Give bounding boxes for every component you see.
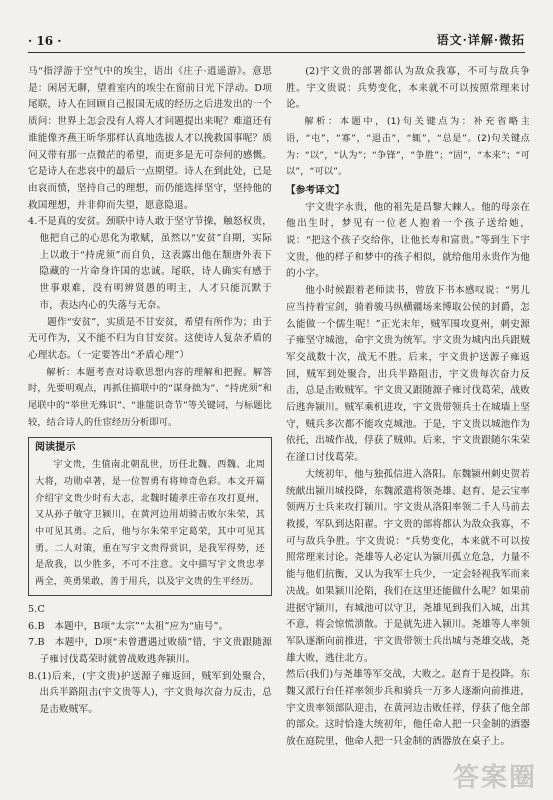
analysis-text-2: 解析：本题中，(1)句关键点为：补充省略主语，“屯”，“寡”，“退击”，“辄”，“总是”。(2)句关键点为：“以”，“认为”；“争锋”，“争胜”；“固”，“本来”；“可以”，“可以”。 — [286, 116, 530, 178]
answer-paragraph-continued: 马“指浮游于空气中的埃尘，语出《庄子·逍遥游》。意思是：闲居无聊，望着室内的埃尘在窗前日光下浮动。D项尾联，诗人在回顾自己报国无成的经历之后进发出的一个质问：世界上怎会没有人将人才问题提出来呢？难道还有谁能像齐燕王昕华那样认真地选拔人才以挽救国事呢？质问又带有那一点微茫的希望，而更多是无可奈何的感慨。它是诗人在悲哀中的最后一点期望。诗人在到此处，已是由哀而愤，坚持自己的理想，而仍能选择坚守，坚持他的救国理想，并非仰而失望，愿意隐退。 — [28, 66, 272, 211]
reading-tips-box — [28, 437, 272, 595]
page-number: · 16 · — [28, 34, 62, 48]
answer-item-8-part2: (2)宇文贵的部署都认为敌众我寡，不可与敌兵争胜。宇文贵说：兵势变化，本来就不可以按照常理来讨论。 — [286, 66, 530, 111]
answer-item-6: 6.B 本题中，B项“太宗”“太祖”应为“庙号”。 — [28, 620, 229, 632]
answer-item-4: 4.不是真的安贫。颈联中诗人敢于坚守节操，触怒权贵，他把自己的心思化为歌赋，虽然以“安贫”自期，实际上以敢于“持虎须”而自负，这表露出他在颓唐外表下隐藏的一片命身许国的忠诚。尾联，诗人确实有感于世事艰难，没有明辨贤愚的明主，人才只能沉默于市，表达内心的失落与无奈。 — [28, 216, 272, 311]
answer-item-4-note: 题作“安贫”，实质是不甘安贫，希望有所作为；由于无可作为，又不能不归为自甘安贫。这使诗人复杂矛盾的心理状态。（一定要答出“矛盾心理”） — [28, 316, 272, 361]
answer-item-8: 8.(1)后来，(宇文贵)护送源子雍返回，贼军到处聚合，出兵半路阻击(宇文贵等人)，宇文贵每次奋力反击，总是击败贼军。 — [28, 670, 272, 716]
answer-item-5: 5.C — [28, 603, 45, 615]
left-column — [28, 64, 272, 719]
right-column — [286, 64, 530, 751]
translation-title: 【参考译文】 — [286, 184, 345, 196]
reading-tips-text: 宇文贵，生值南北朝乱世，历任北魏、西魏、北周大将，功勋卓著，是一位智勇有将帅奇色彩。本文开篇介绍宇文贵少时有大志，北魏时随孝庄帝在攻打夏州，又从孙子敏守卫颍川，在黄河边用胡骑击败尔朱荣，其中可见其勇。之后，他与尔朱荣平定葛荣，其中可见其勇。二人对策，重在写宇文贵得赏识，是我军得势，还是敌我，以少胜多，不可不注意。文中描写宇文贵忠孝两全，英勇果敢，善于用兵，以及宇文贵的生平经历。 — [35, 459, 265, 588]
answer-item-7: 7.B 本题中，D项“未曾遭遇过败绩”错，宇文贵跟随源子雍讨伐葛荣时就曾战败逃奔颍川。 — [28, 637, 272, 665]
reading-tips-title: 阅读提示 — [35, 442, 76, 454]
translation-paragraph-2: 他小时候跟着老师读书，曾放下书本感叹说：“男儿应当持着宝剑，骑着骏马纵横疆场来博取公侯的封爵，怎么能做一个儒生呢！”正光末年，贼军围攻夏州，刺史源子雍坚守城池，命宇文贵为统军。宇文贵为城内出兵跟贼军交战数十次，战无不胜。后来，宇文贵护送源子雍返回，贼军到处聚合，出兵半路阻击，宇文贵每次奋力反击，总是击败贼军。宇文贵又跟随源子雍讨伐葛荣，战败后逃奔颍川。贼军乘机进攻，宇文贵带领兵士在城墙上坚守，贼兵多次都不能攻克城池。于是，宇文贵以城池作为依托，出城作战，俘获了贼帅。后来，宇文贵跟随尔朱荣在滏口讨伐葛荣。 — [286, 285, 530, 464]
translation-paragraph-1: 宇文贵字永贵，他的祖先是昌黎大棘人。他的母亲在他出生时，梦见有一位老人抱着一个孩子送给她，说：“把这个孩子交给你，让他长寿和富贵。”等到生下宇文贵，他的样子和梦中的孩子相似，就给他用永贵作为他的小字。 — [286, 201, 530, 280]
translation-paragraph-3: 大统初年，他与独孤信进入洛阳。东魏颍州刺史贺若统献出颍川城投降，东魏派遣将领尧雄、赵育、是云宝率领两万士兵来攻打颍川。宇文贵从洛阳率领二千人马前去救援，军队到达阳翟。宇文贵的部将都认为敌众我寡，不可与敌兵争胜。宇文贵说：“兵势变化，本来就不可以按照常理来讨论。尧雄等人必定认为颍川孤立危急，力量不能与他们抗衡，又认为我军士兵少，一定会轻视我军而来决战。如果颍川沦陷，我们在这里还能做什么呢？如果前进据守颍川，有城池可以守卫，尧雄见到我们入城，出其不意，将会惊慌溃散。于是就先进入颍川。尧雄等人率领军队逐渐向前推进，宇文贵带领士兵出城与尧雄交战，尧雄大败，逃往北方。 — [286, 468, 530, 664]
watermark-logo: 答案圈 — [452, 763, 537, 793]
book-brand: 语文·详解·微拓 — [436, 33, 525, 47]
translation-paragraph-4: 然后(我们)与尧雄等军交战，大败之。赵育于是投降。东魏又派行台任祥率领步兵和骑兵一万多人逐渐向前推进，宇文贵率领部队迎击，在黄河边击败任祥，俘获了他全部的部众。这时恰逢大统初年，他任命人把一只金制的酒器放在庭院里，他命人把一只金制的酒器放在桌子上。 — [286, 669, 530, 748]
page-header — [28, 28, 525, 53]
analysis-text: 解析：本题考查对诗歌思想内容的理解和把握。解答时，先要明观点，再抓住描联中的“谋身拙为”、“持虎须”和尾联中的“举世无殊识”、“谁能识奇节”等关键词，与标题比较，结合诗人的仕宦经历分析即可。 — [28, 366, 272, 428]
